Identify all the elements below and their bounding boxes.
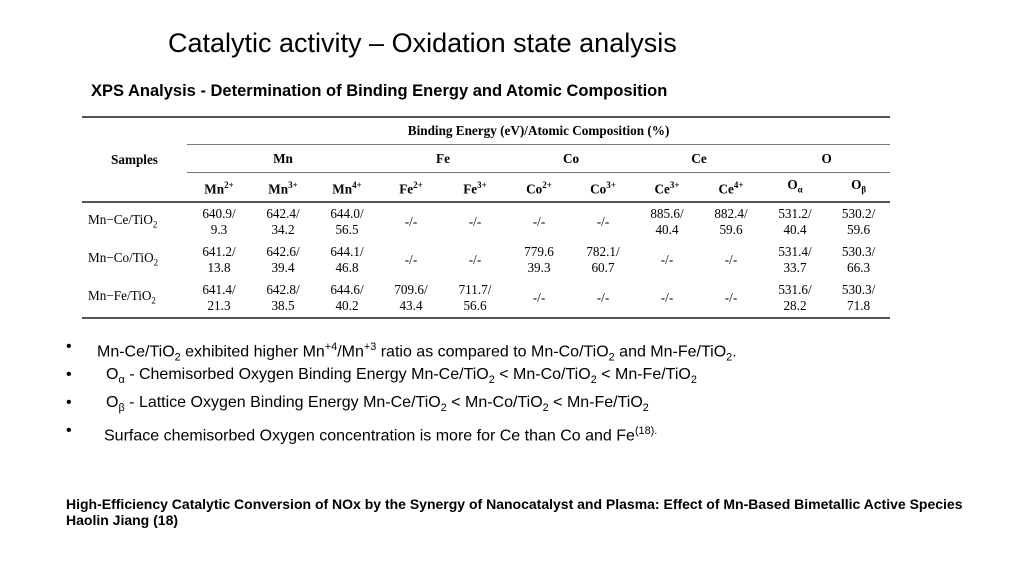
atomic-composition-value: 60.7 — [591, 260, 615, 275]
binding-energy-value: -/- — [404, 214, 418, 229]
slide-title: Catalytic activity – Oxidation state analysis — [168, 28, 677, 58]
binding-energy-value: 779.6 — [524, 244, 554, 259]
binding-energy-value: 882.4/ — [714, 206, 748, 221]
binding-energy-value: -/- — [724, 290, 738, 305]
table-cell — [251, 202, 315, 241]
binding-energy-value: 644.6/ — [330, 282, 364, 297]
binding-energy-value: -/- — [468, 252, 482, 267]
table-cell — [699, 202, 763, 241]
binding-energy-value: 642.6/ — [266, 244, 300, 259]
binding-energy-value: 530.3/ — [841, 282, 876, 297]
table-cell — [827, 279, 890, 318]
binding-energy-value: 711.7/ — [458, 282, 492, 297]
table-cell — [187, 202, 251, 241]
atomic-composition-value: 9.3 — [210, 222, 228, 237]
table-cell — [571, 202, 635, 241]
binding-energy-value: -/- — [404, 252, 418, 267]
ion-header: $Mn^{3+}$ — [251, 173, 315, 203]
table-cell — [507, 241, 571, 279]
binding-energy-value: 531.2/ — [778, 206, 812, 221]
binding-energy-value: -/- — [468, 214, 482, 229]
element-header-ce: Ce — [635, 145, 763, 173]
sample-name: Mn−Ce/TiO$_2$ — [88, 211, 158, 230]
atomic-composition-value: 39.3 — [527, 260, 551, 275]
slide-subtitle: XPS Analysis - Determination of Binding Energy and Atomic Composition — [91, 82, 668, 100]
table-cell — [635, 279, 699, 318]
table-cell — [315, 202, 379, 241]
reference-citation: High-Efficiency Catalytic Conversion of NOx by the Synergy of Nanocatalyst and Plasma: Effect of Mn-Based Bimetallic Active Species Haolin Jiang (18) — [66, 496, 963, 528]
table-cell — [443, 202, 507, 241]
table-row — [82, 241, 890, 279]
element-header-o: O — [763, 145, 890, 173]
binding-energy-value: 644.1/ — [330, 244, 364, 259]
table-cell — [251, 279, 315, 318]
table-cell — [763, 279, 827, 318]
atomic-composition-value: 59.6 — [719, 222, 743, 237]
ion-header: $Mn^{2+}$ — [187, 173, 251, 203]
atomic-composition-value: 43.4 — [399, 298, 423, 313]
ion-header: $Fe^{2+}$ — [379, 173, 443, 203]
binding-energy-value: -/- — [596, 214, 610, 229]
table-cell — [635, 202, 699, 241]
ion-header: $O_\beta$ — [827, 173, 890, 203]
atomic-composition-value: 56.6 — [463, 298, 487, 313]
bullet-point: • — [66, 422, 72, 439]
bullet-text-oxygen-concentration: Surface chemisorbed Oxygen concentration is more for Ce than Co and $Fe^{(18).}$ — [104, 425, 658, 445]
table-cell — [443, 241, 507, 279]
atomic-composition-value: 39.4 — [271, 260, 295, 275]
table-cell — [827, 202, 890, 241]
xps-table — [82, 116, 890, 319]
ion-header: $Fe^{3+}$ — [443, 173, 507, 203]
binding-energy-value: -/- — [660, 252, 674, 267]
table-row — [82, 279, 890, 318]
atomic-composition-value: 34.2 — [271, 222, 295, 237]
table-cell — [187, 279, 251, 318]
atomic-composition-value: 33.7 — [783, 260, 807, 275]
table-cell — [443, 279, 507, 318]
table-cell — [379, 202, 443, 241]
atomic-composition-value: 21.3 — [207, 298, 231, 313]
binding-energy-value: 885.6/ — [650, 206, 684, 221]
table-row — [82, 202, 890, 241]
table-cell — [699, 241, 763, 279]
binding-energy-value: 531.4/ — [778, 244, 812, 259]
ion-header: $Co^{2+}$ — [507, 173, 571, 203]
table-cell — [827, 241, 890, 279]
binding-energy-value: 530.3/ — [841, 244, 876, 259]
binding-energy-value: 782.1/ — [586, 244, 620, 259]
table-cell — [187, 241, 251, 279]
sample-name: Mn−Co/TiO$_2$ — [88, 249, 159, 268]
table-cell — [315, 241, 379, 279]
bullet-text-mn-ratio: Mn-Ce/TiO$_2$ exhibited higher $Mn^{+4}/Mn^{+3}$ ratio as compared to Mn-Co/TiO$_2$ and Mn-Fe/TiO$_2$. — [97, 341, 737, 364]
binding-energy-value: -/- — [724, 252, 738, 267]
element-header-mn: Mn — [187, 145, 379, 173]
atomic-composition-value: 56.5 — [335, 222, 359, 237]
bullet-point: • — [66, 338, 72, 355]
ion-header: $Mn^{4+}$ — [315, 173, 379, 203]
sample-name: Mn−Fe/TiO$_2$ — [82, 279, 187, 318]
table-cell — [699, 279, 763, 318]
atomic-composition-value: 46.8 — [335, 260, 359, 275]
table-cell — [763, 241, 827, 279]
atomic-composition-value: 40.4 — [655, 222, 679, 237]
atomic-composition-value: 40.2 — [335, 298, 359, 313]
binding-energy-value: -/- — [532, 214, 546, 229]
binding-energy-value: 640.9/ — [202, 206, 236, 221]
table-cell — [315, 279, 379, 318]
atomic-composition-value: 38.5 — [271, 298, 295, 313]
atomic-composition-value: 28.2 — [783, 298, 807, 313]
binding-energy-value: 642.4/ — [266, 206, 300, 221]
binding-energy-value: 641.2/ — [202, 244, 236, 259]
bullet-text-o-alpha: $O_\alpha$ - Chemisorbed Oxygen Binding Energy Mn-Ce/TiO$_2$ < Mn-Co/TiO$_2$ < Mn-Fe/TiO$_2$ — [106, 366, 697, 387]
table-cell — [507, 202, 571, 241]
ion-header: $Ce^{3+}$ — [635, 173, 699, 203]
ion-header: $Ce^{4+}$ — [699, 173, 763, 203]
atomic-composition-value: 71.8 — [847, 298, 871, 313]
atomic-composition-value: 66.3 — [847, 260, 871, 275]
bullet-point: • — [66, 394, 72, 411]
binding-energy-value: 709.6/ — [394, 282, 428, 297]
binding-energy-value: 531.6/ — [778, 282, 812, 297]
table-cell — [379, 241, 443, 279]
table-cell — [571, 241, 635, 279]
table-cell — [507, 279, 571, 318]
binding-energy-value: 641.4/ — [202, 282, 236, 297]
atomic-composition-value: 40.4 — [783, 222, 807, 237]
binding-energy-value: 530.2/ — [841, 206, 876, 221]
binding-energy-header: Binding Energy (eV)/Atomic Composition (%) — [187, 117, 890, 145]
element-header-fe: Fe — [379, 145, 507, 173]
atomic-composition-value: 59.6 — [847, 222, 871, 237]
table-cell — [251, 241, 315, 279]
ion-header: $Co^{3+}$ — [571, 173, 635, 203]
table-cell — [763, 202, 827, 241]
table-cell — [635, 241, 699, 279]
element-header-co: Co — [507, 145, 635, 173]
binding-energy-value: 644.0/ — [330, 206, 364, 221]
bullet-point: • — [66, 366, 72, 383]
binding-energy-value: -/- — [532, 290, 546, 305]
atomic-composition-value: 13.8 — [207, 260, 231, 275]
bullet-text-o-beta: $O_\beta$ - Lattice Oxygen Binding Energy Mn-Ce/TiO$_2$ < Mn-Co/TiO$_2$ < Mn-Fe/TiO$_2$ — [106, 394, 649, 415]
binding-energy-value: -/- — [660, 290, 674, 305]
samples-header: Samples — [82, 117, 187, 202]
binding-energy-value: -/- — [596, 290, 610, 305]
binding-energy-value: 642.8/ — [266, 282, 300, 297]
table-cell — [571, 279, 635, 318]
ion-header: $O_\alpha$ — [763, 173, 827, 203]
table-cell — [379, 279, 443, 318]
